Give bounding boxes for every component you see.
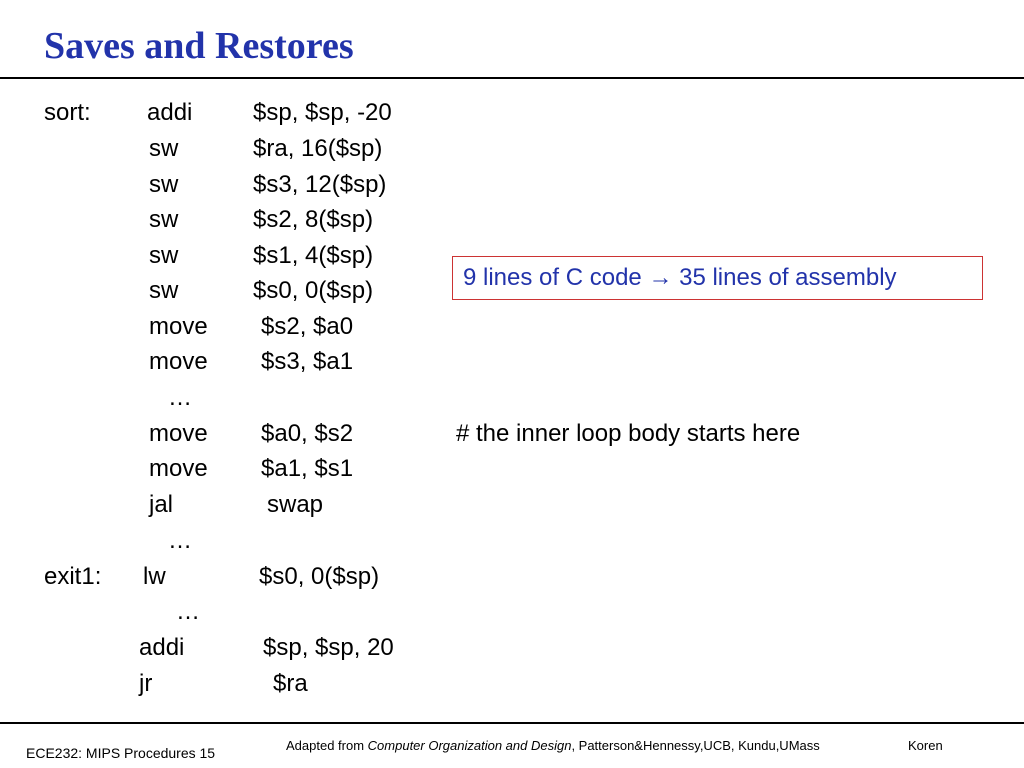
code-args: $s2, $a0 [261,313,354,340]
code-args: $a1, $s1 [261,455,354,482]
code-args: swap [267,491,324,518]
code-args: $sp, $sp, 20 [263,634,394,661]
slide-title: Saves and Restores [44,25,354,67]
code-args: $sp, $sp, -20 [253,99,392,126]
code-args: $s0, 0($sp) [253,277,374,304]
footer-divider [0,722,1024,724]
attribution-suffix: , Patterson&Hennessy,UCB, Kundu,UMass [571,738,820,753]
code-comment: # the inner loop body starts here [456,420,801,447]
code-op: sw [149,277,179,304]
code-args: $a0, $s2 [261,420,354,447]
code-op: move [149,420,208,447]
code-op: move [149,313,208,340]
code-op: move [149,348,208,375]
footer-attribution [286,738,820,753]
code-op: addi [139,634,185,661]
footer-course-page: ECE232: MIPS Procedures 15 [26,745,216,761]
code-args: $s3, 12($sp) [253,171,387,198]
code-op: sw [149,135,179,162]
footer-author: Koren [908,738,943,753]
code-op: sw [149,242,179,269]
code-ellipsis: … [168,384,192,411]
code-op: sw [149,206,179,233]
code-args: $s2, 8($sp) [253,206,374,233]
code-args: $ra, 16($sp) [253,135,383,162]
code-op: lw [143,563,166,590]
code-args: $s3, $a1 [261,348,354,375]
code-op: jr [139,670,153,697]
code-args: $s0, 0($sp) [259,563,380,590]
code-op: move [149,455,208,482]
code-ellipsis: … [176,598,200,625]
code-label: exit1: [44,563,102,590]
book-title: Computer Organization and Design [367,738,572,753]
callout-box: 9 lines of C code → 35 lines of assembly [452,256,983,300]
code-ellipsis: … [168,527,192,554]
attribution-prefix: Adapted from [286,738,368,753]
code-op: addi [147,99,193,126]
code-op: jal [149,491,174,518]
code-args: $s1, 4($sp) [253,242,374,269]
code-label: sort: [44,99,91,126]
code-args: $ra [273,670,308,697]
code-op: sw [149,171,179,198]
